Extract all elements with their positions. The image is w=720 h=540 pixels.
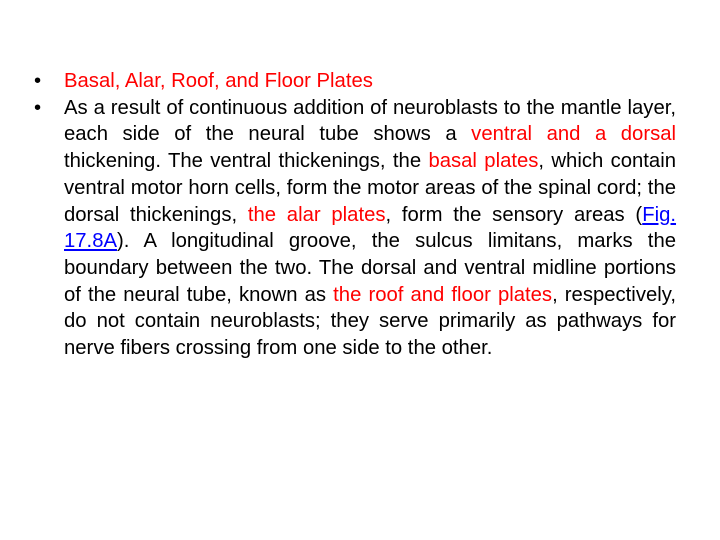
highlight-ventral-dorsal: ventral and a dorsal: [471, 123, 676, 146]
highlight-roof-floor-plates: the roof and floor plates: [333, 283, 553, 306]
body-text-part: , respectively, do not contain neuroblasts; they serve primarily as pathways for nerve fibers crossing from one side to the other.: [64, 283, 677, 360]
bullet-icon: •: [34, 96, 42, 119]
body-text-part: ). A longitudinal groove, the sulcus limitans, marks the boundary between the two. The dorsal and ventral midline portions of the neural tube, known as: [64, 230, 676, 306]
highlight-alar-plates: the alar plates: [247, 203, 386, 226]
body-text-part: thickening. The ventral thickenings, the: [64, 150, 429, 173]
bullet-body: [34, 95, 676, 362]
bullet-heading: [34, 68, 676, 95]
bullet-icon: •: [34, 70, 42, 92]
slide-heading: Basal, Alar, Roof, and Floor Plates: [64, 70, 373, 92]
figure-link[interactable]: Fig. 17.8A: [64, 203, 677, 253]
bullet-list: [34, 68, 676, 362]
highlight-basal-plates: basal plates: [428, 150, 539, 173]
body-text-part: , form the sensory areas (: [385, 203, 643, 226]
body-text-part: , which contain ventral motor horn cells, form the motor areas of the spinal cord; the dorsal thickenings,: [64, 150, 676, 226]
body-text: [64, 97, 676, 359]
body-text-part: As a result of continuous addition of neuroblasts to the mantle layer, each side of the neural tube shows a: [64, 96, 676, 146]
